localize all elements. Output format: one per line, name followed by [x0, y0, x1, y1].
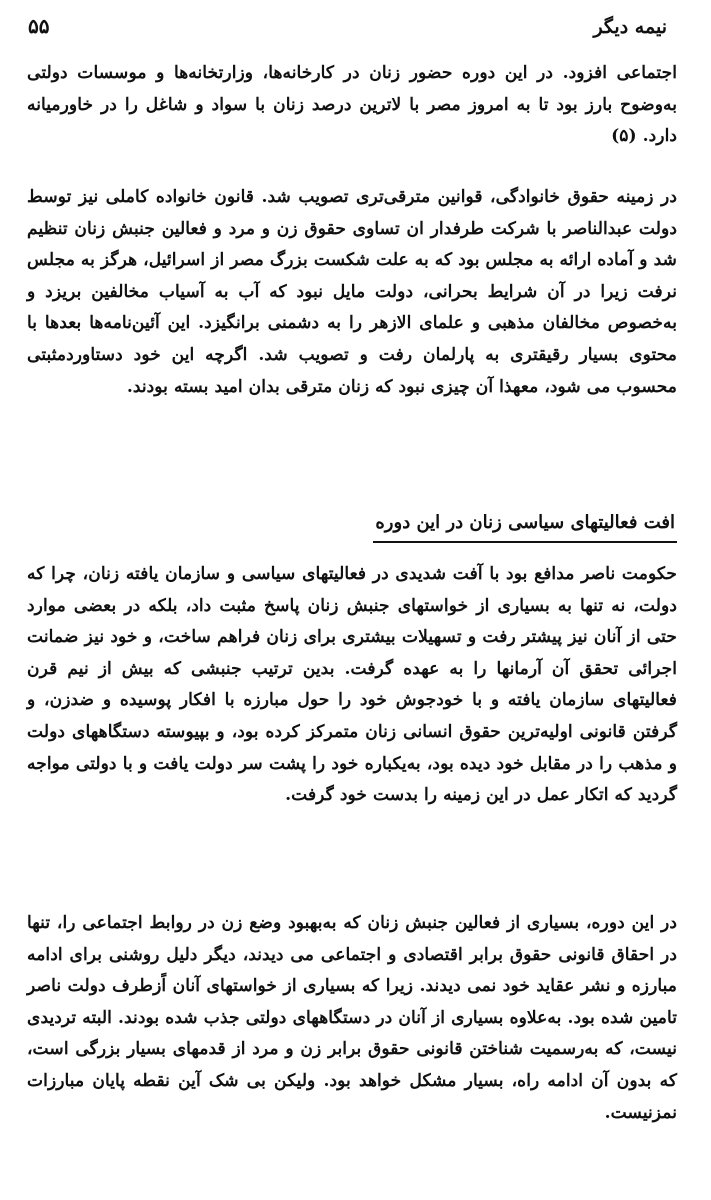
paragraph-1: اجتماعی افزود. در این دوره حضور زنان در کارخانه‌ها، وزارتخانه‌ها و موسسات دولتی به‌وضوح بارز بود تا به امروز مصر با لاترین درصد زنان با سواد و شاغل را در خاورمیانه دارد. (۵)	[27, 63, 677, 147]
running-head: نیمه دیگر	[593, 16, 667, 38]
page-number: ۵۵	[28, 14, 50, 38]
paragraph-2: در زمینه حقوق خانوادگی، قوانین مترقی‌تری تصویب شد. قانون خانواده کاملی نیز توسط دولت عبدالناصر با شرکت طرفدار ان تساوی حقوق زن و مرد و فعالین جنبش زنان تنظیم شد و آماده ارائه به مجلس بود که به علت شکست بزرگ مصر از اسرائیل، هرگز به مجلس نرفت زیرا در آن شرایط بحرانی، دولت مایل نبود که آب به آسیاب مخالفین بریزد و به‌خصوص مخالفان مذهبی و علمای الازهر را به دشمنی برانگیزد. این آئین‌نامه‌ها بعدها با محتوی بسیار رقیقتری به پارلمان رفت و تصویب شد. اگرچه این خود دستاوردمثبتی محسوب می شود، معهذا آن چیزی نبود که زنان مترقی بدان امید بسته بودند.	[27, 187, 677, 397]
section-heading: افت فعالیتهای سیاسی زنان در این دوره	[373, 509, 677, 543]
section-heading-container	[27, 509, 677, 543]
paragraph-4: در این دوره، بسیاری از فعالین جنبش زنان که به‌بهبود وضع زن در روابط اجتماعی را، تنها در احقاق قانونی حقوق برابر اقتصادی و اجتماعی می دیدند، دیگر دلیل روشنی برای ادامه مبارزه و نشر عقاید خود نمی دیدند. زیرا که بسیاری از خواستهای آنان اًزطرف دولت ناصر تامین شده بود. به‌علاوه بسیاری از آنان در دستگاههای دولتی جذب شده بودند. البته تردیدی نیست، که به‌رسمیت شناختن قانونی حقوق برابر زن و مرد از قدمهای بسیار بزرگی است، که بدون آن ادامه راه، بسیار مشکل خواهد بود. ولیکن بی شک آین نقطه پایان مبارزات نمزنیست.	[27, 913, 677, 1123]
paragraph-3: حکومت ناصر مدافع بود با آفت شدیدی در فعالیتهای سیاسی و سازمان یافته زنان، چرا که دولت، نه تنها به بسیاری از خواستهای جنبش زنان پاسخ مثبت داد، بلکه در بعضی موارد حتی از آنان نیز پیشتر رفت و تسهیلات بیشتری برای زنان فراهم ساخت، و خود نیز ضمانت اجرائی تحقق آن آرمانها را به عهده گرفت. بدین ترتیب جنبشی که بیش از نیم قرن فعالیتهای سازمان یافته و با خودجوش خود را حول مبارزه با افکار پوسیده و ضدزن، و گرفتن قانونی اولیه‌ترین حقوق انسانی زنان متمرکز کرده بود، و بپیوسته دستگاههای دولت و مذهب را در مقابل خود دیده بود، به‌یکباره خود را پشت سر دولت یافت و با دولتی مواجه گردید که اتکار عمل در این زمینه را بدست خود گرفت.	[27, 564, 677, 806]
